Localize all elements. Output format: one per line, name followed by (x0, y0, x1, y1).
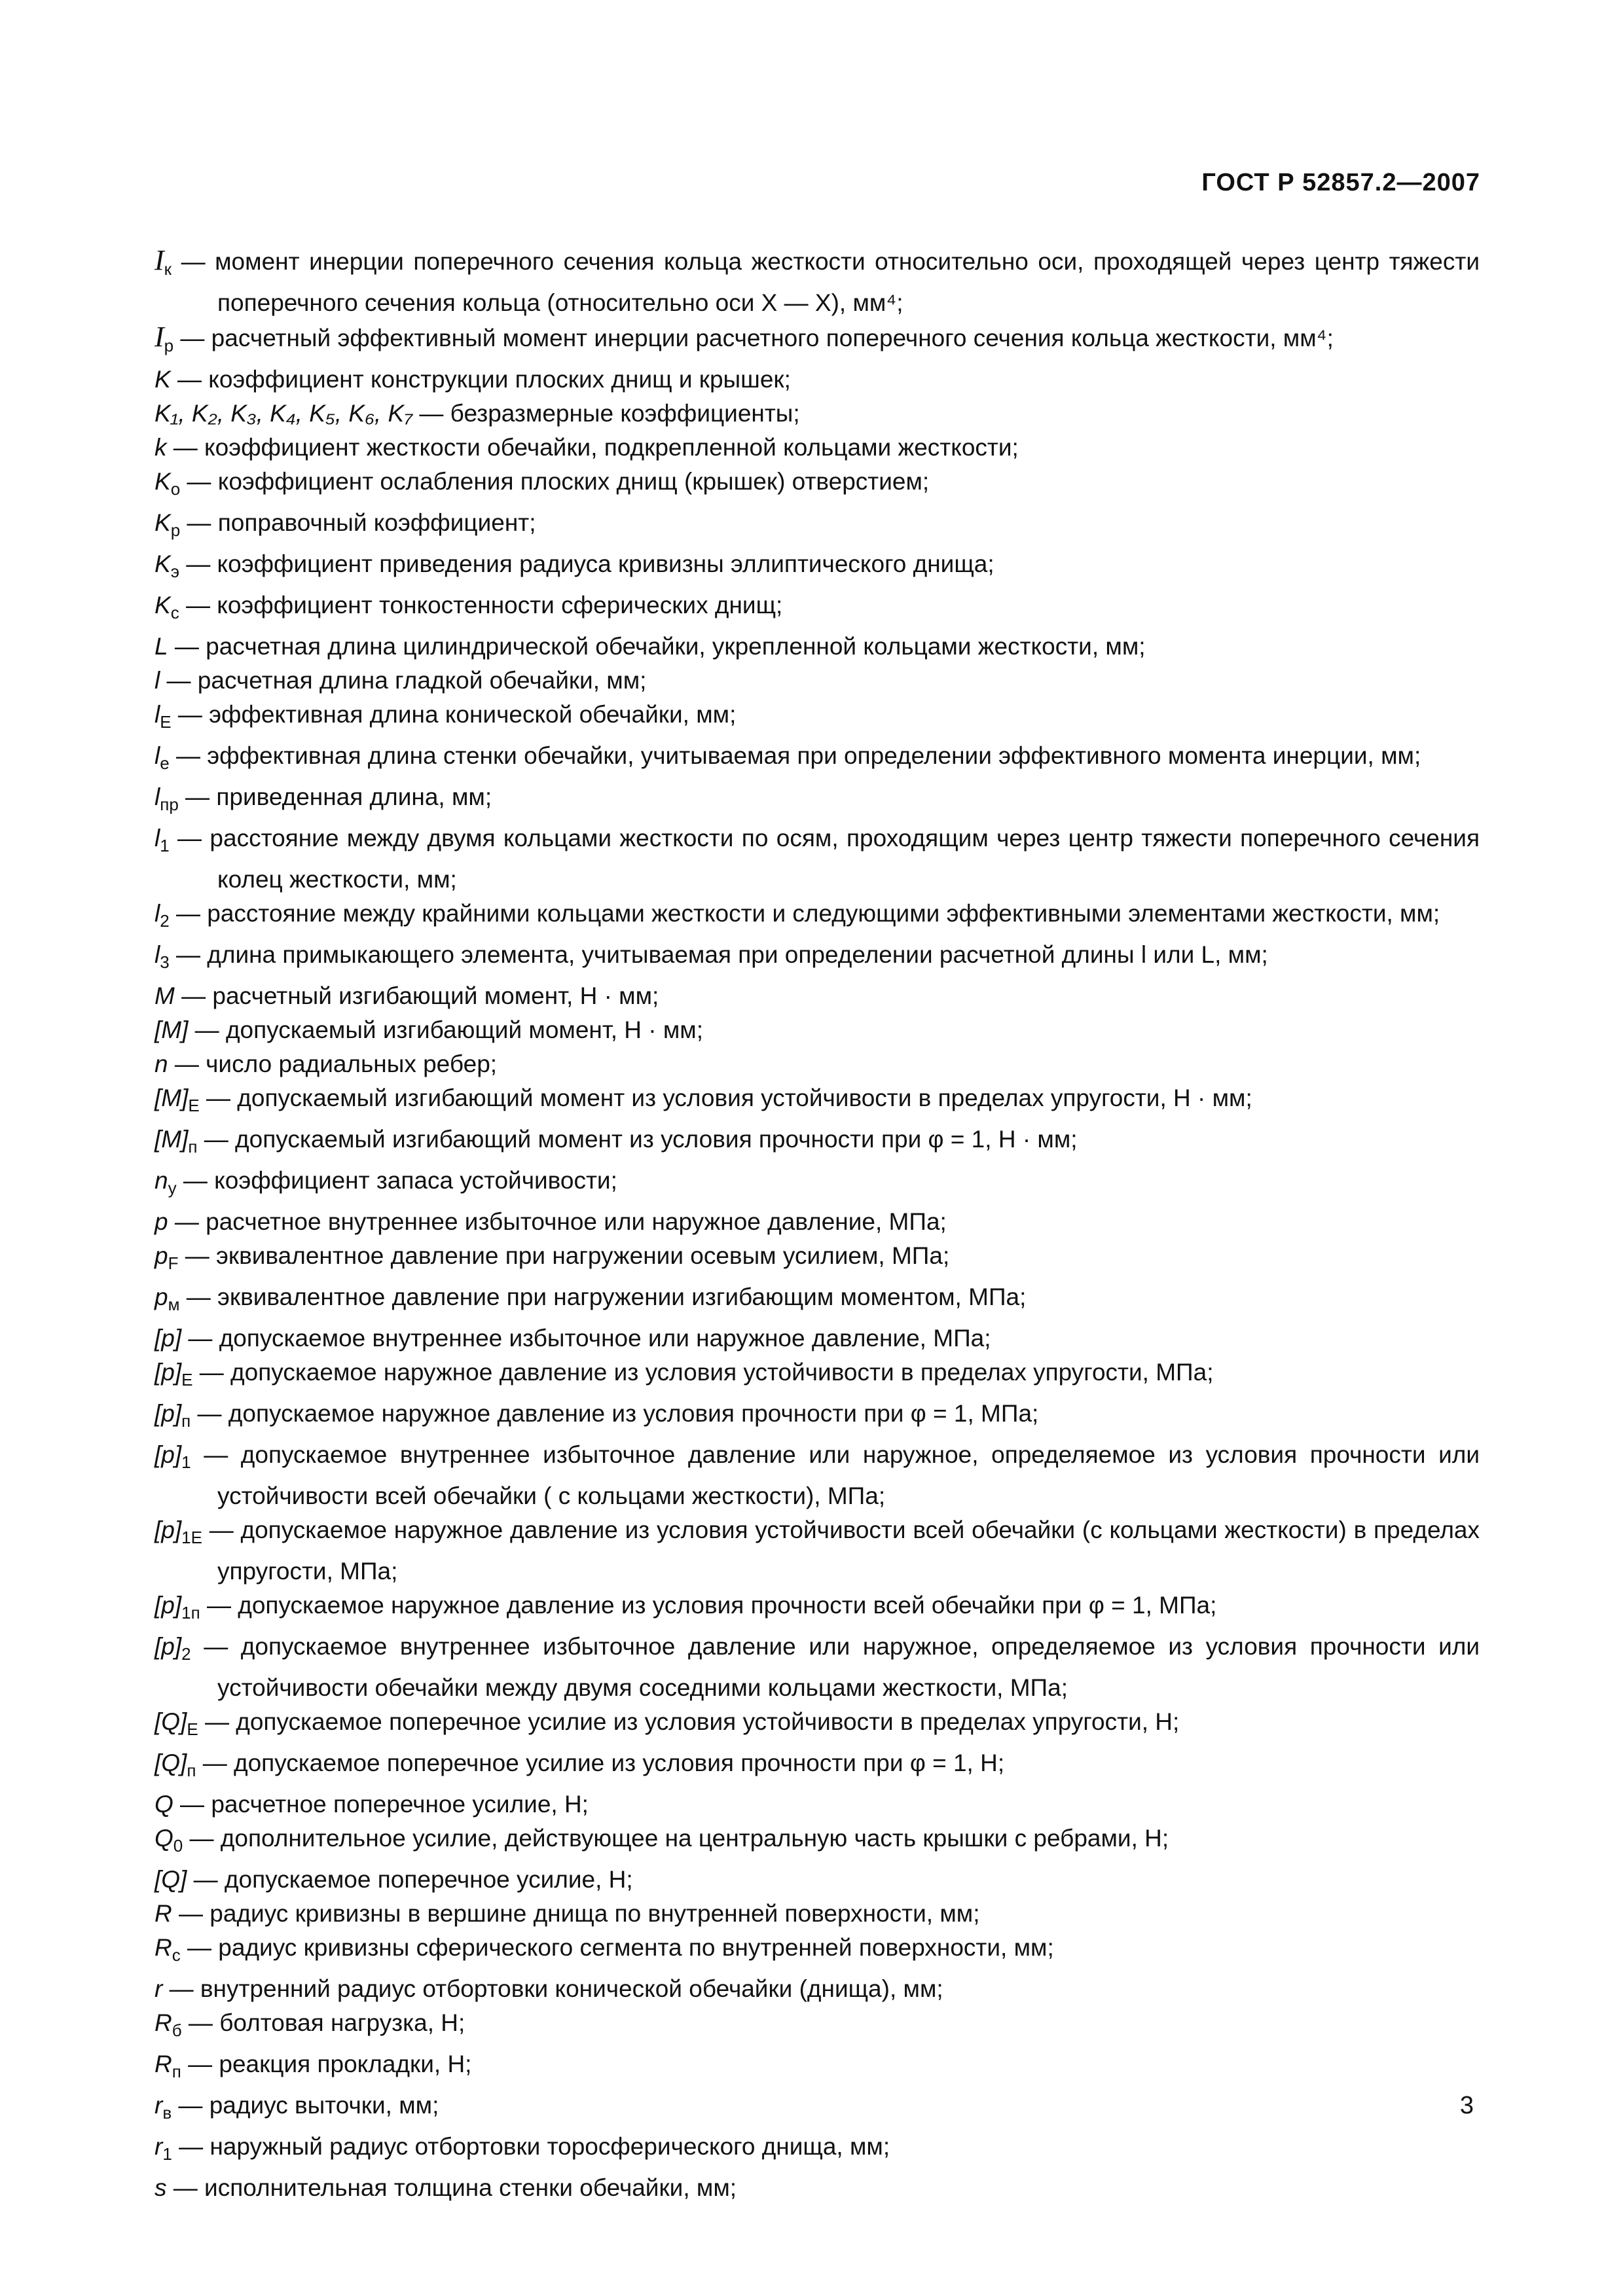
symbol-definition: — безразмерные коэффициенты; (412, 400, 800, 427)
symbol-subscript: п (181, 1411, 191, 1431)
symbol: [p] (155, 1516, 182, 1543)
symbol: Q (155, 1791, 173, 1818)
symbol-definition: — наружный радиус отбортовки торосферического днища, мм; (172, 2133, 890, 2160)
symbol-subscript: п (188, 1137, 198, 1157)
symbol-entry (155, 1863, 1480, 1897)
symbol-entry (155, 465, 1480, 506)
symbol: p (155, 1283, 168, 1310)
symbol-definition: — расчетное внутреннее избыточное или наружное давление, МПа; (168, 1208, 947, 1235)
symbol-subscript: р (170, 520, 181, 540)
symbol-definition: — расчетное поперечное усилие, Н; (173, 1791, 589, 1818)
symbol-definition: — допускаемый изгибающий момент из условия устойчивости в пределах упругости, Н · мм; (199, 1085, 1252, 1111)
symbol-subscript: м (168, 1295, 180, 1314)
symbol-entry (155, 1355, 1480, 1397)
symbol-definition: — допускаемое внутреннее избыточное давление или наружное, определяемое из условия прочности или устойчивости обечайки между двумя соседними кольцами жесткости, МПа; (191, 1633, 1480, 1701)
page-number: 3 (1459, 2092, 1474, 2119)
symbol-definition: — коэффициент жесткости обечайки, подкрепленной кольцами жесткости; (166, 434, 1019, 461)
symbol-entry (155, 1897, 1480, 1931)
symbol-definition: — допускаемое поперечное усилие, Н; (187, 1866, 633, 1893)
symbol: l (155, 701, 160, 728)
symbol: R (155, 2051, 172, 2077)
symbol-definition: — приведенная длина, мм; (178, 783, 492, 810)
symbol-definition: — эффективная длина стенки обечайки, учитываемая при определении эффективного момента инерции, мм; (169, 742, 1421, 769)
symbol-definition: — расчетная длина цилиндрической обечайки, укрепленной кольцами жесткости, мм; (168, 633, 1146, 660)
symbol: Q (155, 1825, 173, 1852)
symbol-subscript: в (162, 2103, 172, 2123)
symbol-entry (155, 630, 1480, 664)
symbol-entry (155, 897, 1480, 938)
symbol: p (155, 1208, 168, 1235)
symbol: r (155, 2133, 163, 2160)
symbol: l (155, 742, 160, 769)
symbol: [p] (155, 1400, 182, 1427)
symbol-subscript: 1 (160, 836, 170, 855)
symbol: K (155, 550, 171, 577)
symbol-subscript: E (188, 1096, 200, 1115)
symbol: [Q] (155, 1749, 187, 1776)
symbol-entry (155, 547, 1480, 588)
symbol-definition: — расстояние между двумя кольцами жесткости по осям, проходящим через центр тяжести поперечного сечения колец жесткости, мм; (169, 825, 1480, 893)
symbol-subscript: пр (160, 795, 179, 814)
symbol-definition: — допускаемое наружное давление из условия устойчивости всей обечайки (с кольцами жесткости) в пределах упругости, МПа; (202, 1516, 1480, 1585)
symbol: l (155, 900, 160, 927)
symbol: M (155, 982, 175, 1009)
symbol-entry (155, 1122, 1480, 1164)
symbols-list (155, 243, 1480, 2205)
symbol-entry (155, 320, 1480, 363)
symbol-definition: — эквивалентное давление при нагружении изгибающим моментом, МПа; (179, 1283, 1027, 1310)
symbol-definition: — эффективная длина конической обечайки, мм; (171, 701, 737, 728)
symbol-definition: — допускаемый изгибающий момент из условия прочности при φ = 1, Н · мм; (197, 1126, 1078, 1153)
symbol: l (155, 667, 160, 694)
symbol-subscript: 1 (181, 1452, 191, 1472)
symbol-entry (155, 1821, 1480, 1863)
symbol-entry (155, 431, 1480, 465)
symbol-subscript: E (181, 1370, 193, 1390)
symbol-subscript: F (168, 1253, 179, 1273)
symbol-subscript: б (172, 2020, 182, 2040)
symbol-definition: — расчетная длина гладкой обечайки, мм; (160, 667, 647, 694)
symbol-subscript: e (160, 753, 170, 773)
symbol: l (155, 825, 160, 852)
symbol-subscript: у (168, 1178, 177, 1198)
symbol-definition: — поправочный коэффициент; (180, 509, 536, 536)
symbol: [Q] (155, 1866, 187, 1893)
symbol-entry (155, 1438, 1480, 1513)
symbol: K₁, K₂, K₃, K₄, K₅, K₆, K₇ (155, 400, 413, 427)
symbol-definition: — коэффициент конструкции плоских днищ и крышек; (170, 366, 791, 393)
symbol-entry (155, 1081, 1480, 1122)
symbol: s (155, 2174, 167, 2201)
symbol: r (155, 1975, 163, 2002)
symbol: [M] (155, 1126, 189, 1153)
symbol: [Q] (155, 1708, 187, 1735)
symbol-subscript: E (187, 1719, 198, 1739)
symbol: L (155, 633, 168, 660)
symbol-entry (155, 1588, 1480, 1630)
symbol: p (155, 1242, 168, 1269)
symbol-definition: — длина примыкающего элемента, учитываемая при определении расчетной длины l или L, мм; (169, 941, 1268, 968)
symbol-definition: — радиус кривизны в вершине днища по внутренней поверхности, мм; (172, 1900, 980, 1927)
symbol-entry (155, 1931, 1480, 1972)
symbol-entry (155, 780, 1480, 821)
symbol-entry (155, 2130, 1480, 2171)
symbol-entry (155, 821, 1480, 897)
symbol-entry (155, 979, 1480, 1013)
symbol-definition: — внутренний радиус отбортовки конической обечайки (днища), мм; (162, 1975, 943, 2002)
symbol-definition: — коэффициент ослабления плоских днищ (крышек) отверстием; (180, 468, 930, 495)
symbol-definition: — число радиальных ребер; (168, 1050, 498, 1077)
symbol-entry (155, 1787, 1480, 1821)
symbol-entry (155, 1705, 1480, 1746)
symbol-subscript: к (164, 259, 172, 279)
symbol-definition: — исполнительная толщина стенки обечайки, мм; (166, 2174, 737, 2201)
symbol-definition: — реакция прокладки, Н; (181, 2051, 472, 2077)
symbol-definition: — расчетный эффективный момент инерции расчетного поперечного сечения кольца жесткости, мм⁴; (173, 325, 1334, 351)
symbol-subscript: п (187, 1761, 196, 1780)
symbol-entry (155, 1013, 1480, 1047)
symbol-entry (155, 1164, 1480, 1205)
symbol-entry (155, 1513, 1480, 1588)
symbol: [p] (155, 1592, 182, 1619)
symbol-definition: — эквивалентное давление при нагружении осевым усилием, МПа; (178, 1242, 950, 1269)
symbol-entry (155, 363, 1480, 397)
symbol-entry (155, 2047, 1480, 2089)
document-header: ГОСТ Р 52857.2—2007 (1201, 169, 1480, 196)
symbol-definition: — дополнительное усилие, действующее на центральную часть крышки с ребрами, Н; (183, 1825, 1169, 1852)
symbol-entry (155, 1047, 1480, 1081)
symbol-subscript: 3 (160, 952, 170, 972)
symbol-entry (155, 1280, 1480, 1321)
symbol: [p] (155, 1441, 182, 1468)
symbol-definition: — момент инерции поперечного сечения кольца жесткости относительно оси, проходящей через центр тяжести поперечного сечения кольца (относительно оси X — X), мм⁴; (172, 248, 1480, 316)
symbol-subscript: 2 (181, 1644, 191, 1664)
symbol-entry (155, 1239, 1480, 1280)
symbol-subscript: п (172, 2062, 181, 2081)
symbol: l (155, 941, 160, 968)
symbol: l (155, 783, 160, 810)
symbol-subscript: E (160, 712, 172, 732)
symbol-subscript: с (172, 1945, 181, 1965)
symbol: R (155, 2009, 172, 2036)
symbol-definition: — допускаемое внутреннее избыточное давление или наружное, определяемое из условия прочности или устойчивости всей обечайки ( с кольцами жесткости), МПа; (191, 1441, 1480, 1509)
symbol: [M] (155, 1085, 189, 1111)
symbol: R (155, 1934, 172, 1961)
symbol-entry (155, 1321, 1480, 1355)
symbol-definition: — расчетный изгибающий момент, Н · мм; (174, 982, 659, 1009)
symbol-definition: — допускаемый изгибающий момент, Н · мм; (188, 1016, 704, 1043)
symbol: R (155, 1900, 172, 1927)
symbol: n (155, 1167, 168, 1194)
symbol: I (155, 244, 164, 276)
symbol-entry (155, 698, 1480, 739)
symbol-entry (155, 506, 1480, 547)
symbol-subscript: р (164, 336, 174, 355)
symbol-definition: — коэффициент приведения радиуса кривизны эллиптического днища; (179, 550, 994, 577)
symbol-entry (155, 1205, 1480, 1239)
symbol-definition: — радиус выточки, мм; (172, 2092, 439, 2119)
symbol-entry (155, 1397, 1480, 1438)
symbol-definition: — допускаемое поперечное усилие из условия прочности при φ = 1, Н; (196, 1749, 1005, 1776)
symbol: [p] (155, 1633, 182, 1660)
symbol-definition: — радиус кривизны сферического сегмента по внутренней поверхности, мм; (180, 1934, 1054, 1961)
symbol-subscript: э (170, 562, 179, 581)
symbol-subscript: 2 (160, 911, 170, 931)
symbol-subscript: с (170, 603, 179, 622)
symbol-subscript: 1п (181, 1603, 200, 1623)
symbol-subscript: о (170, 479, 181, 499)
symbol-definition: — допускаемое наружное давление из условия прочности при φ = 1, МПа; (191, 1400, 1039, 1427)
symbol: K (155, 366, 171, 393)
symbol: n (155, 1050, 168, 1077)
symbol-definition: — допускаемое наружное давление из условия устойчивости в пределах упругости, МПа; (192, 1359, 1214, 1386)
symbol-entry (155, 1972, 1480, 2006)
symbol-definition: — болтовая нагрузка, Н; (181, 2009, 465, 2036)
symbol: [p] (155, 1359, 182, 1386)
symbol-entry (155, 397, 1480, 431)
symbol: [M] (155, 1016, 189, 1043)
symbol-entry (155, 243, 1480, 320)
symbol-definition: — допускаемое поперечное усилие из условия устойчивости в пределах упругости, Н; (198, 1708, 1180, 1735)
symbol-subscript: 1 (162, 2144, 172, 2164)
symbol-entry (155, 2171, 1480, 2205)
symbol: r (155, 2092, 163, 2119)
symbol: I (155, 321, 164, 353)
symbol-entry (155, 2089, 1480, 2130)
symbol-subscript: 0 (173, 1836, 183, 1856)
symbol: [p] (155, 1325, 182, 1352)
symbol-entry (155, 2006, 1480, 2047)
symbol-entry (155, 938, 1480, 979)
symbol-definition: — коэффициент тонкостенности сферических днищ; (179, 592, 783, 619)
symbol-definition: — допускаемое внутреннее избыточное или наружное давление, МПа; (181, 1325, 991, 1352)
symbol: K (155, 592, 171, 619)
symbol-subscript: 1E (181, 1528, 202, 1547)
symbol: K (155, 468, 171, 495)
symbol-definition: — коэффициент запаса устойчивости; (176, 1167, 617, 1194)
symbol-entry (155, 739, 1480, 780)
symbol-entry (155, 1746, 1480, 1787)
symbol-definition: — допускаемое наружное давление из условия прочности всей обечайки при φ = 1, МПа; (200, 1592, 1217, 1619)
symbol-entry (155, 588, 1480, 630)
symbol: k (155, 434, 167, 461)
symbol-entry (155, 664, 1480, 698)
symbol-definition: — расстояние между крайними кольцами жесткости и следующими эффективными элементами жесткости, мм; (169, 900, 1440, 927)
symbol: K (155, 509, 171, 536)
symbol-entry (155, 1630, 1480, 1705)
